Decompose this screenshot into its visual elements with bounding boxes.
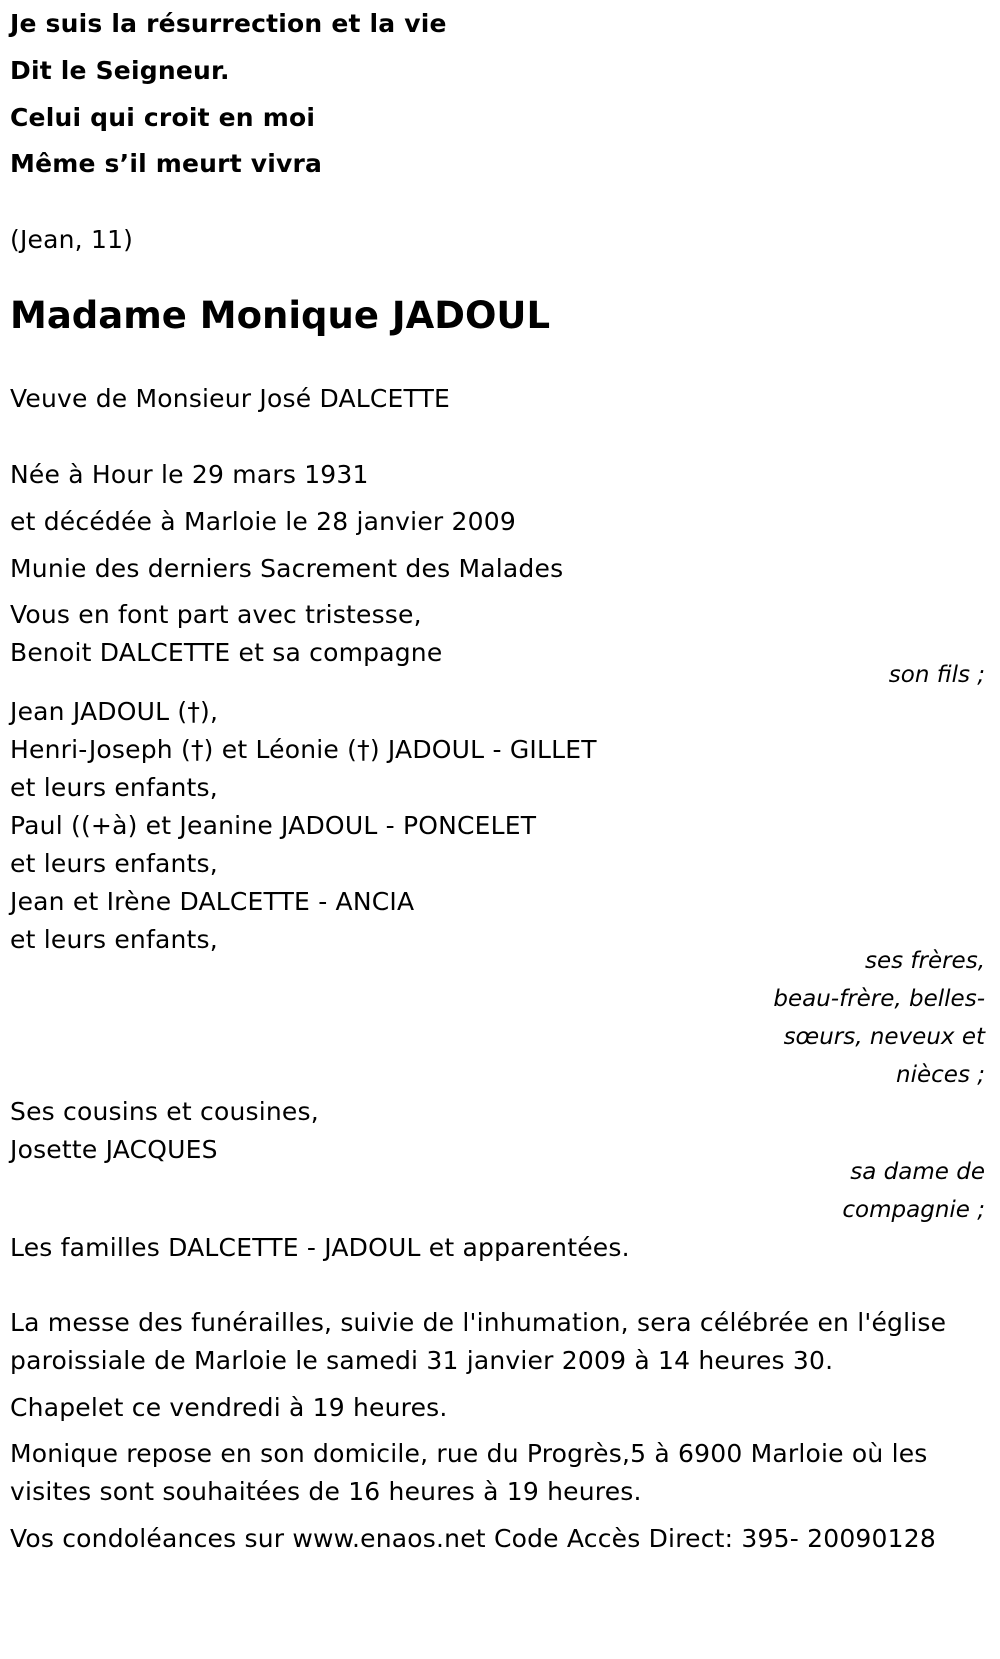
sibling-line-1: Jean JADOUL (†), [10, 697, 219, 726]
sibling-line-2: Henri-Joseph (†) et Léonie (†) JADOUL - GILLET [10, 735, 597, 764]
companion-name: Josette JACQUES [10, 1135, 218, 1164]
siblings-role-line-3: sœurs, neveux et [783, 1024, 985, 1050]
son-role: son fils ; [888, 662, 985, 688]
companion-role-line-2: compagnie ; [842, 1197, 985, 1223]
verse-line-3: Celui qui croit en moi [10, 103, 316, 132]
funeral-line-1: La messe des funérailles, suivie de l'inhumation, sera célébrée en l'église [10, 1308, 947, 1337]
condolences-line: Vos condoléances sur www.enaos.net Code Accès Direct: 395- 20090128 [10, 1524, 936, 1553]
verse-line-4: Même s’il meurt vivra [10, 149, 323, 178]
birth-info: Née à Hour le 29 mars 1931 [10, 460, 369, 489]
announcement: Vous en font part avec tristesse, [10, 600, 422, 629]
siblings-role-line-1: ses frères, [864, 948, 985, 974]
families-line: Les familles DALCETTE - JADOUL et apparentées. [10, 1233, 630, 1262]
sacrament-info: Munie des derniers Sacrement des Malades [10, 554, 564, 583]
repose-line-1: Monique repose en son domicile, rue du Progrès,5 à 6900 Marloie où les [10, 1439, 928, 1468]
chapelet-line: Chapelet ce vendredi à 19 heures. [10, 1393, 448, 1422]
verse-reference: (Jean, 11) [10, 225, 134, 254]
verse-line-2: Dit le Seigneur. [10, 56, 230, 85]
widow-of: Veuve de Monsieur José DALCETTE [10, 384, 451, 413]
sibling-line-5: et leurs enfants, [10, 849, 218, 878]
repose-line-2: visites sont souhaitées de 16 heures à 19 heures. [10, 1477, 642, 1506]
siblings-role-line-4: nièces ; [896, 1062, 985, 1088]
sibling-line-7: et leurs enfants, [10, 925, 218, 954]
cousins-line: Ses cousins et cousines, [10, 1097, 319, 1126]
companion-role-line-1: sa dame de [850, 1159, 985, 1185]
verse-line-1: Je suis la résurrection et la vie [10, 9, 447, 38]
son-name: Benoit DALCETTE et sa compagne [10, 638, 443, 667]
death-info: et décédée à Marloie le 28 janvier 2009 [10, 507, 516, 536]
sibling-line-3: et leurs enfants, [10, 773, 218, 802]
siblings-role-line-2: beau-frère, belles- [773, 986, 985, 1012]
sibling-line-4: Paul ((+à) et Jeanine JADOUL - PONCELET [10, 811, 537, 840]
sibling-line-6: Jean et Irène DALCETTE - ANCIA [10, 887, 415, 916]
deceased-name: Madame Monique JADOUL [10, 294, 551, 337]
funeral-line-2: paroissiale de Marloie le samedi 31 janvier 2009 à 14 heures 30. [10, 1346, 834, 1375]
